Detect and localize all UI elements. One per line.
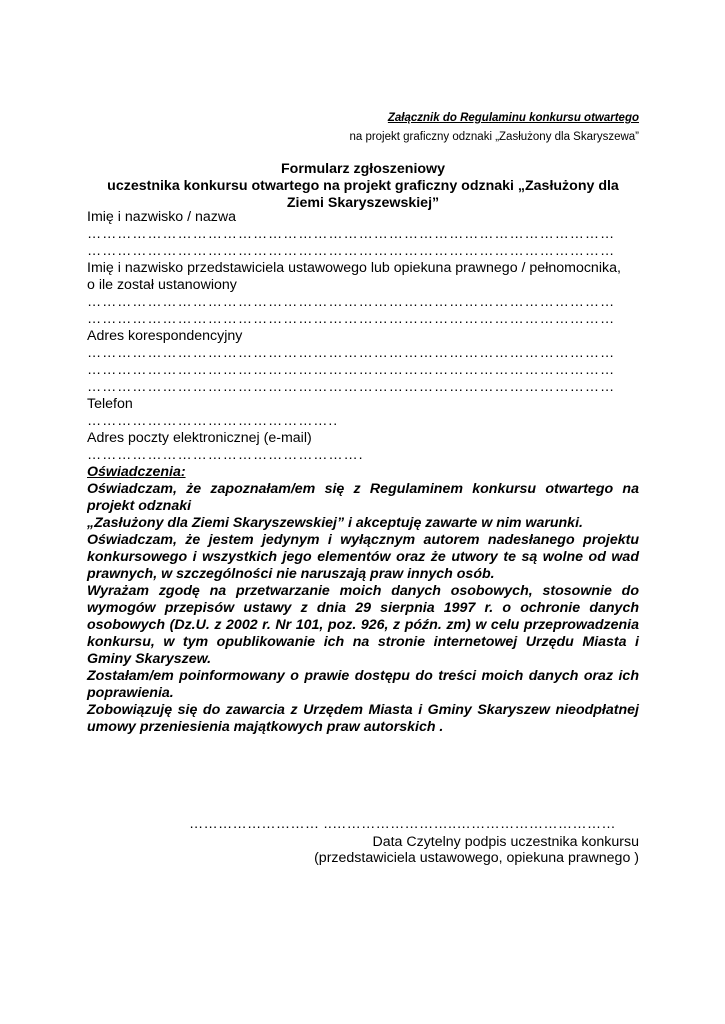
address-fill-line: …………………………………………………………………………………………… [87,345,616,361]
declaration-copyright-transfer: Zobowiązuję się do zawarcia z Urzędem Miasta i Gminy Skaryszew nieodpłatnej umowy przeniesienia majątkowych praw autorskich . [87,702,639,735]
phone-fill-line: ………………………………………….. [87,413,339,429]
name-fill-line: …………………………………………………………………………………………… [87,243,616,259]
title-line-3: Ziemi Skaryszewskiej” [286,195,440,211]
form-body [87,209,639,736]
declarations-heading: Oświadczenia: [87,464,186,480]
address-label: Adres korespondencyjny [87,328,243,344]
email-fill-line: ………………………………………………. [87,447,364,463]
declaration-authorship: Oświadczam, że jestem jedynym i wyłącznym autorem nadesłanego projektu konkursowego i wszystkich jego elementów oraz że utwory te są wolne od wad prawnych, w szczególności nie naruszają praw innych osób. [87,532,639,582]
name-fill-line: …………………………………………………………………………………………… [87,226,616,242]
declaration-line: Oświadczam, że zapoznałam/em się z Regulaminem konkursu otwartego na [87,481,639,497]
annex-subheading: na projekt graficzny odznaki „Zasłużony dla Skaryszewa” [349,131,639,143]
declaration-data-consent: Wyrażam zgodę na przetwarzanie moich danych osobowych, stosownie do wymogów przepisów ustawy z dnia 29 sierpnia 1997 r. o ochronie danych osobowych (Dz.U. z 2002 r. Nr 101, poz. 926, z późn. zm) w celu przeprowadzenia konkursu, w tym opublikowanie ich na stronie internetowej Urzędu Miasta i Gminy Skaryszew. [87,583,639,667]
declaration-line: „Zasłużony dla Ziemi Skaryszewskiej” i akceptuję zawarte w nim warunki. [87,515,583,531]
email-label: Adres poczty elektronicznej (e-mail) [87,430,312,446]
representative-fill-line: …………………………………………………………………………………………… [87,294,616,310]
title-line-2: uczestnika konkursu otwartego na projekt graficzny odznaki „Zasłużony dla [107,178,619,194]
signature-line: ……………………… ..……………………..…………………………… [189,816,616,832]
signature-label: Data Czytelny podpis uczestnika konkursu [372,834,639,850]
declaration-data-access: Zostałam/em poinformowany o prawie dostępu do treści moich danych oraz ich poprawienia. [87,668,639,701]
form-title [87,161,639,212]
phone-label: Telefon [87,396,133,412]
representative-label: Imię i nazwisko przedstawiciela ustawowego lub opiekuna prawnego / pełnomocnika, [87,260,621,276]
address-fill-line: …………………………………………………………………………………………… [87,379,616,395]
title-line-1: Formularz zgłoszeniowy [281,161,445,177]
representative-label-cont: o ile został ustanowiony [87,277,237,293]
representative-fill-line: …………………………………………………………………………………………… [87,311,616,327]
signature-sublabel: (przedstawiciela ustawowego, opiekuna prawnego ) [314,850,639,866]
declaration-line: projekt odznaki [87,498,192,514]
address-fill-line: …………………………………………………………………………………………… [87,362,616,378]
name-label: Imię i nazwisko / nazwa [87,209,237,225]
declaration-regulations [87,481,639,532]
annex-heading: Załącznik do Regulaminu konkursu otwartego [387,112,639,124]
